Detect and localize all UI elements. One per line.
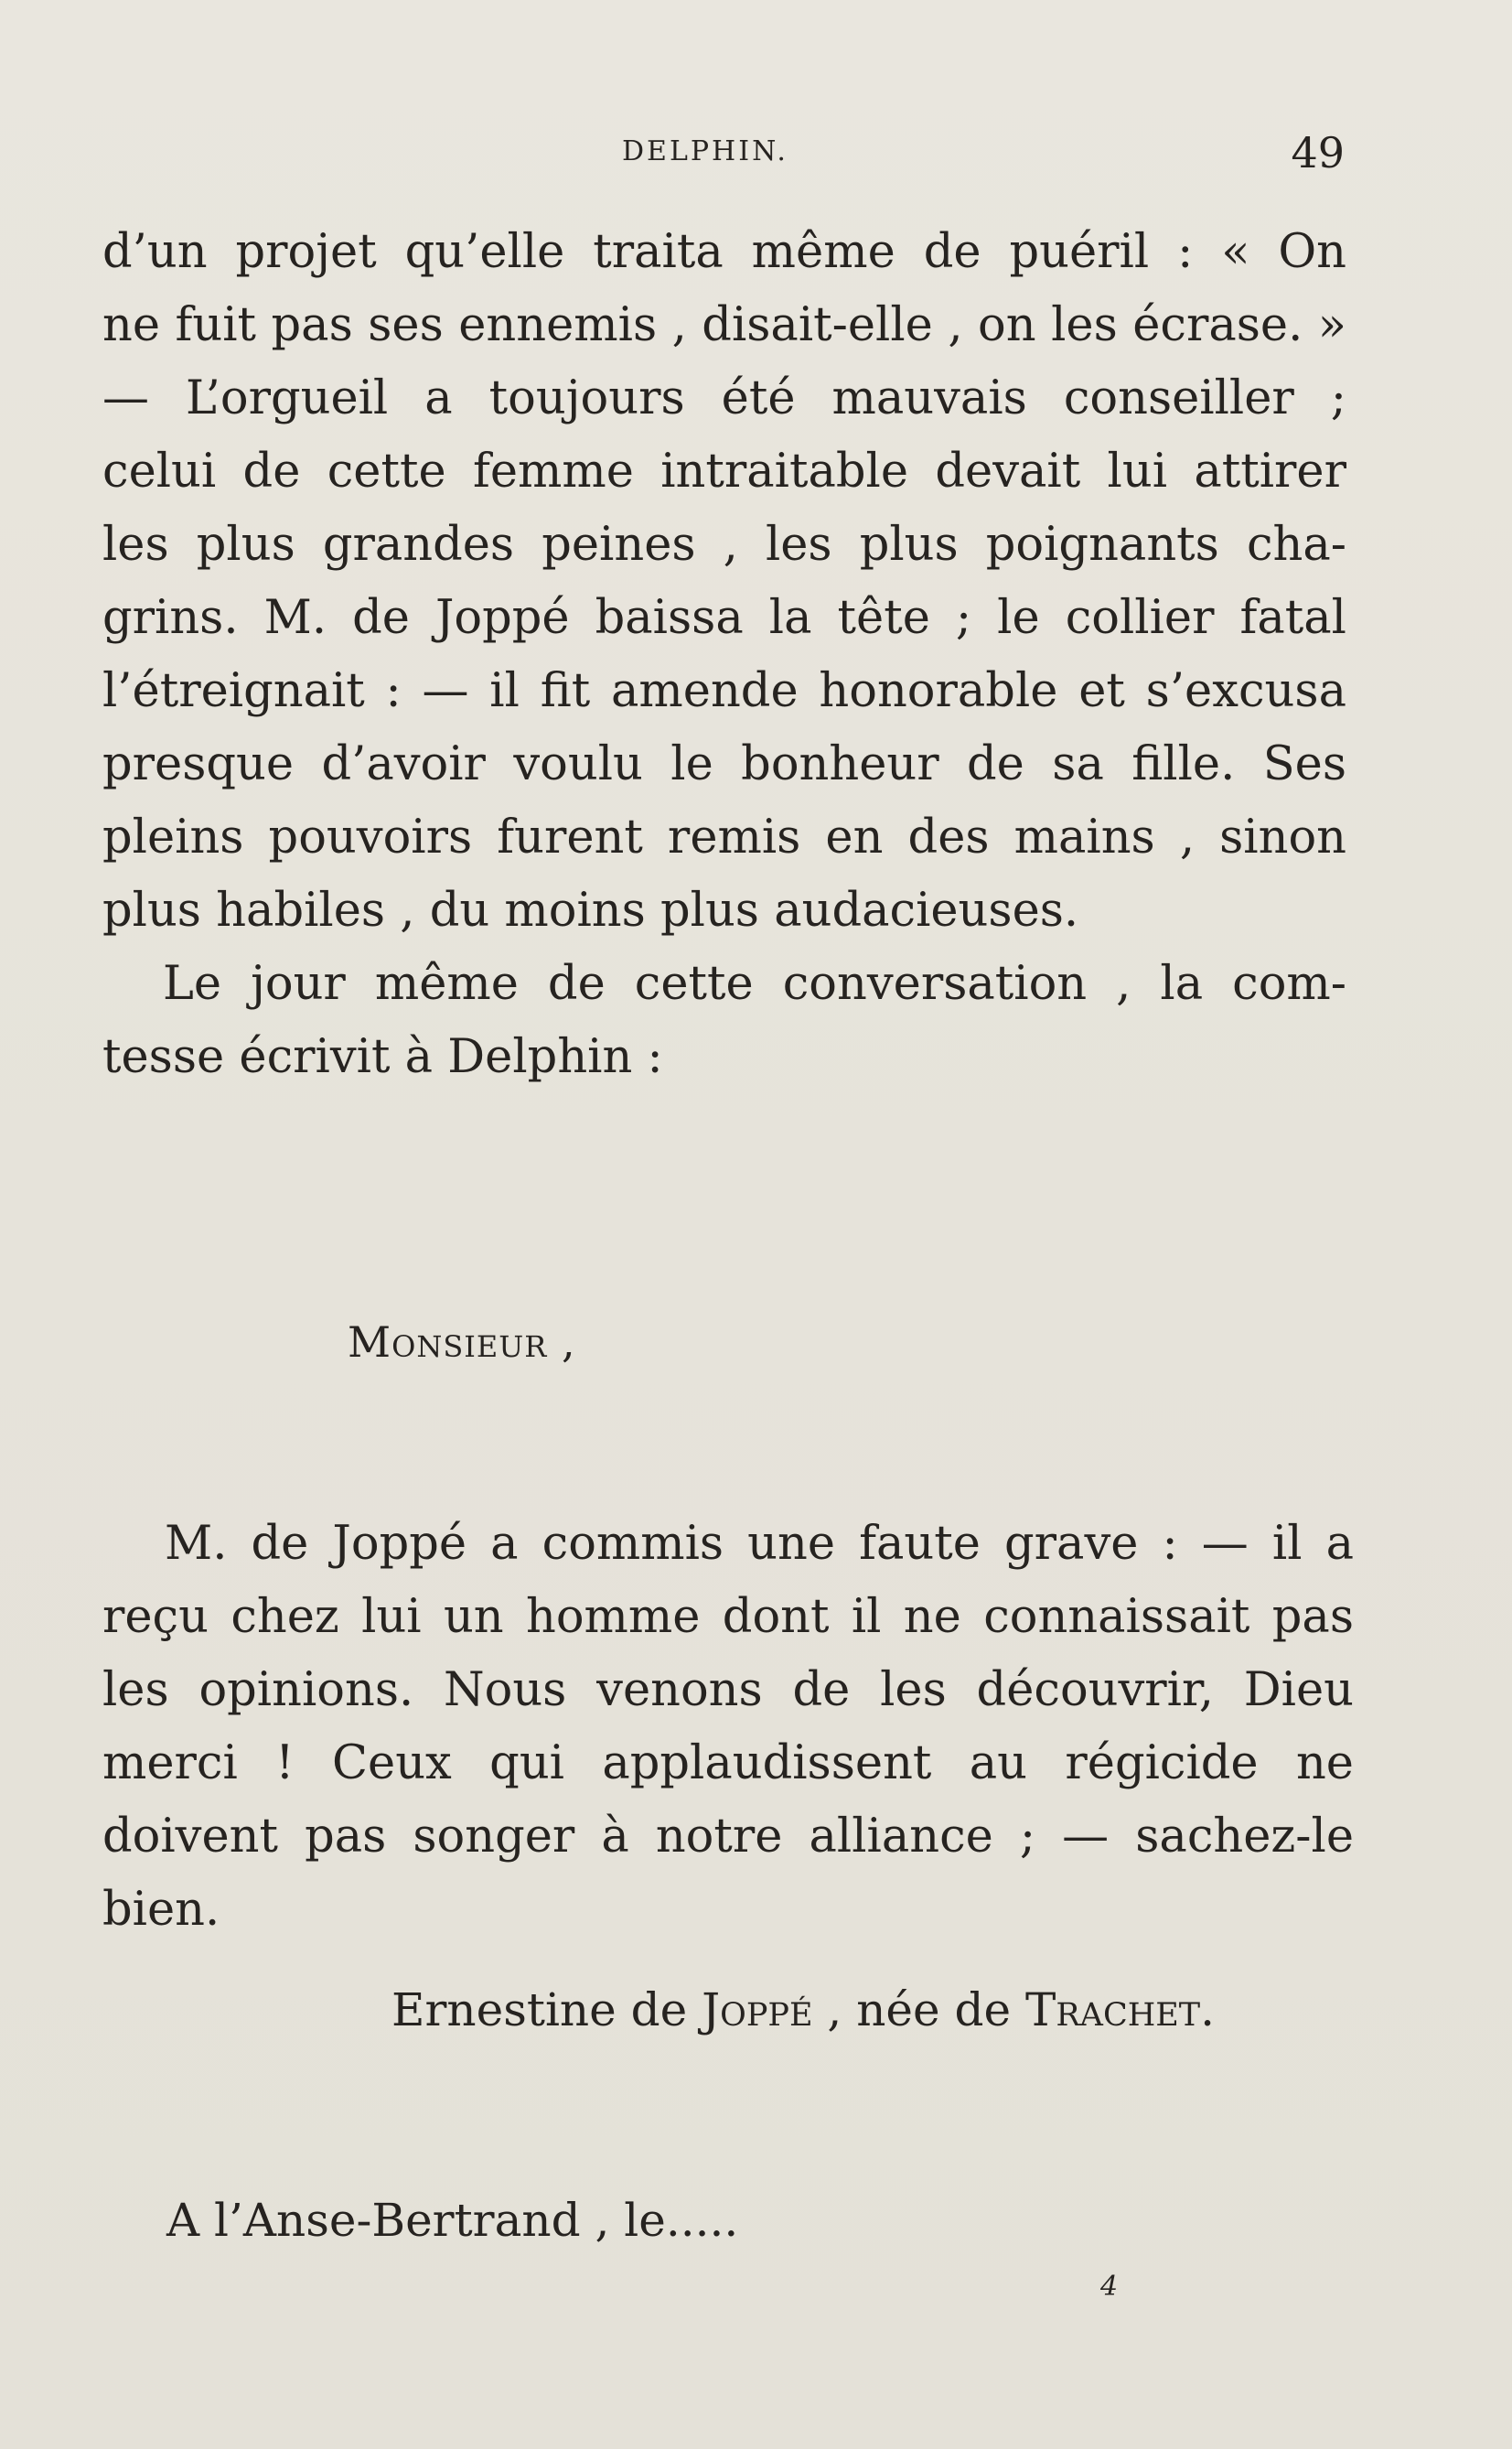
- letter-line: reçu chez lui un homme dont il ne connaissait pas: [102, 1590, 1354, 1644]
- body-line: tesse écrivit à Delphin :: [102, 1030, 663, 1084]
- letter-line: les opinions. Nous venons de les découvrir, Dieu: [102, 1663, 1354, 1717]
- body-line: ne fuit pas ses ennemis , disait-elle , on les écrase. »: [102, 298, 1346, 352]
- body-line: — L’orgueil a toujours été mauvais conseiller ;: [102, 371, 1346, 425]
- letter-line: bien.: [102, 1883, 220, 1937]
- letter-line: M. de Joppé a commis une faute grave : — il a: [165, 1517, 1354, 1571]
- body-line: pleins pouvoirs furent remis en des mains , sinon: [102, 811, 1346, 865]
- signature-maiden-name: Trachet.: [1024, 1983, 1216, 2036]
- printer-signature-mark: 4: [1100, 2271, 1119, 2303]
- signature-name: Ernestine de: [391, 1983, 702, 2036]
- letter-signature: [391, 1983, 1215, 2036]
- letter-salutation: Monsieur ,: [348, 1317, 576, 1367]
- page-header: [101, 128, 1345, 183]
- page-number: 49: [1291, 128, 1345, 177]
- signature-mid: , née de: [812, 1983, 1025, 2036]
- body-line: les plus grandes peines , les plus poignants cha-: [102, 518, 1346, 572]
- running-head: DELPHIN.: [622, 135, 788, 167]
- letter-place-date: A l’Anse-Bertrand , le.....: [166, 2194, 739, 2247]
- body-line: grins. M. de Joppé baissa la tête ; le collier fatal: [102, 591, 1346, 645]
- signature-surname: Joppé: [702, 1983, 813, 2036]
- body-line: presque d’avoir voulu le bonheur de sa fille. Ses: [102, 737, 1346, 791]
- body-line: d’un projet qu’elle traita même de puéril : « On: [102, 225, 1346, 279]
- body-line: Le jour même de cette conversation , la com-: [163, 957, 1346, 1011]
- letter-line: doivent pas songer à notre alliance ; — sachez-le: [102, 1810, 1354, 1864]
- body-line: celui de cette femme intraitable devait lui attirer: [102, 445, 1346, 499]
- letter-line: merci ! Ceux qui applaudissent au régicide ne: [102, 1736, 1354, 1790]
- body-line: l’étreignait : — il fit amende honorable et s’excusa: [102, 664, 1346, 718]
- body-line: plus habiles , du moins plus audacieuses.: [102, 884, 1079, 938]
